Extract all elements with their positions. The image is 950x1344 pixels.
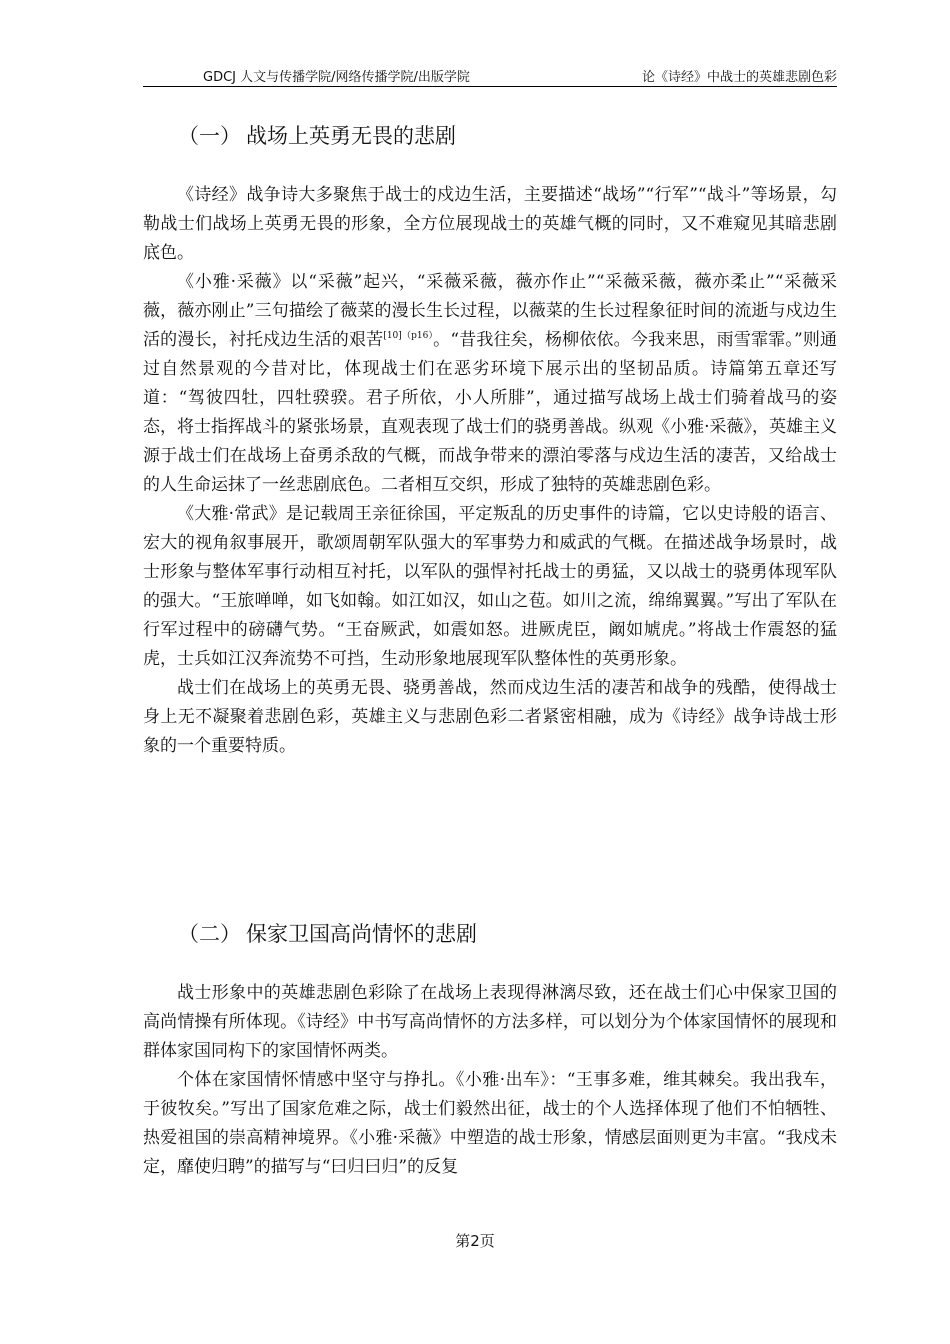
header-paper-title: 论《诗经》中战士的英雄悲剧色彩 <box>641 70 837 85</box>
section-number: （一） <box>178 124 241 148</box>
citation: [10]（p16） <box>383 331 434 341</box>
paragraph: 个体在家国情怀情感中坚守与挣扎。《小雅·出车》：“王事多难，维其棘矣。我出我车，于彼牧矣。”写出了国家危难之际，战士们毅然出征，战士的个人选择体现了他们不怕牺牲、热爱祖国的崇高精神境界。《小雅·采薇》中塑造的战士形象，情感层面则更为丰富。“我戍未定，靡使归聘”的描写与“曰归曰归”的反复 <box>143 1070 837 1177</box>
paragraph: 战士们在战场上的英勇无畏、骁勇善战，然而戍边生活的凄苦和战争的残酷，使得战士身上无不凝聚着悲剧色彩，英雄主义与悲剧色彩二者紧密相融，成为《诗经》战争诗战士形象的一个重要特质。 <box>143 678 837 756</box>
section-title: 保家卫国高尚情怀的悲剧 <box>246 922 477 946</box>
section-heading-2 <box>178 918 477 948</box>
page-number: 第2页 <box>455 1232 495 1250</box>
paragraph: 《大雅·常武》是记载周王亲征徐国，平定叛乱的历史事件的诗篇，它以史诗般的语言、宏大的视角叙事展开，歌颂周朝军队强大的军事势力和威武的气概。在描述战争场景时，战士形象与整体军事行动相互衬托，以军队的强悍衬托战士的勇猛，又以战士的骁勇体现军队的强大。“王旅啴啴，如飞如翰。如江如汉，如山之苞。如川之流，绵绵翼翼。”写出了军队在行军过程中的磅礴气势。“王奋厥武，如震如怒。进厥虎臣，阚如虓虎。”将战士作震怒的猛虎，士兵如江汉奔流势不可挡，生动形象地展现军队整体性的英勇形象。 <box>143 504 837 669</box>
section-1-body <box>143 181 837 761</box>
section-2-body <box>143 979 837 1182</box>
paragraph: 《诗经》战争诗大多聚焦于战士的戍边生活，主要描述“战场”“行军”“战斗”等场景，勾勒战士们战场上英勇无畏的形象，全方位展现战士的英雄气概的同时，又不难窥见其暗悲剧底色。 <box>143 185 837 263</box>
section-heading-1 <box>178 120 456 150</box>
section-number: （二） <box>178 922 241 946</box>
section-title: 战场上英勇无畏的悲剧 <box>246 124 456 148</box>
header-institution: GDCJ 人文与传播学院/网络传播学院/出版学院 <box>203 70 470 85</box>
paragraph: 《小雅·采薇》以“采薇”起兴，“采薇采薇，薇亦作止”“采薇采薇，薇亦柔止”“采薇采薇，薇亦刚止”三句描绘了薇菜的漫长生长过程，以薇菜的生长过程象征时间的流逝与戍边生活的漫长，衬托戍边生活的艰苦$^{[10](p16)}$。“昔我往矣，杨柳依依。今我来思，雨雪霏霏。”则通过自然景观的今昔对比，体现战士们在恶劣环境下展示出的坚韧品质。诗篇第五章还写道：“驾彼四牡，四牡骙骙。君子所依，小人所腓”，通过描写战场上战士们骑着战马的姿态，将士指挥战斗的紧张场景，直观表现了战士们的骁勇善战。纵观《小雅·采薇》，英雄主义源于战士们在战场上奋勇杀敌的气概，而战争带来的漂泊零落与戍边生活的凄苦，又给战士的人生命运抹了一丝悲剧底色。二者相互交织，形成了独特的英雄悲剧色彩。 <box>143 272 837 495</box>
running-header <box>143 66 837 87</box>
paragraph: 战士形象中的英雄悲剧色彩除了在战场上表现得淋漓尽致，还在战士们心中保家卫国的高尚情操有所体现。《诗经》中书写高尚情怀的方法多样，可以划分为个体家国情怀的展现和群体家国同构下的家国情怀两类。 <box>143 983 837 1061</box>
